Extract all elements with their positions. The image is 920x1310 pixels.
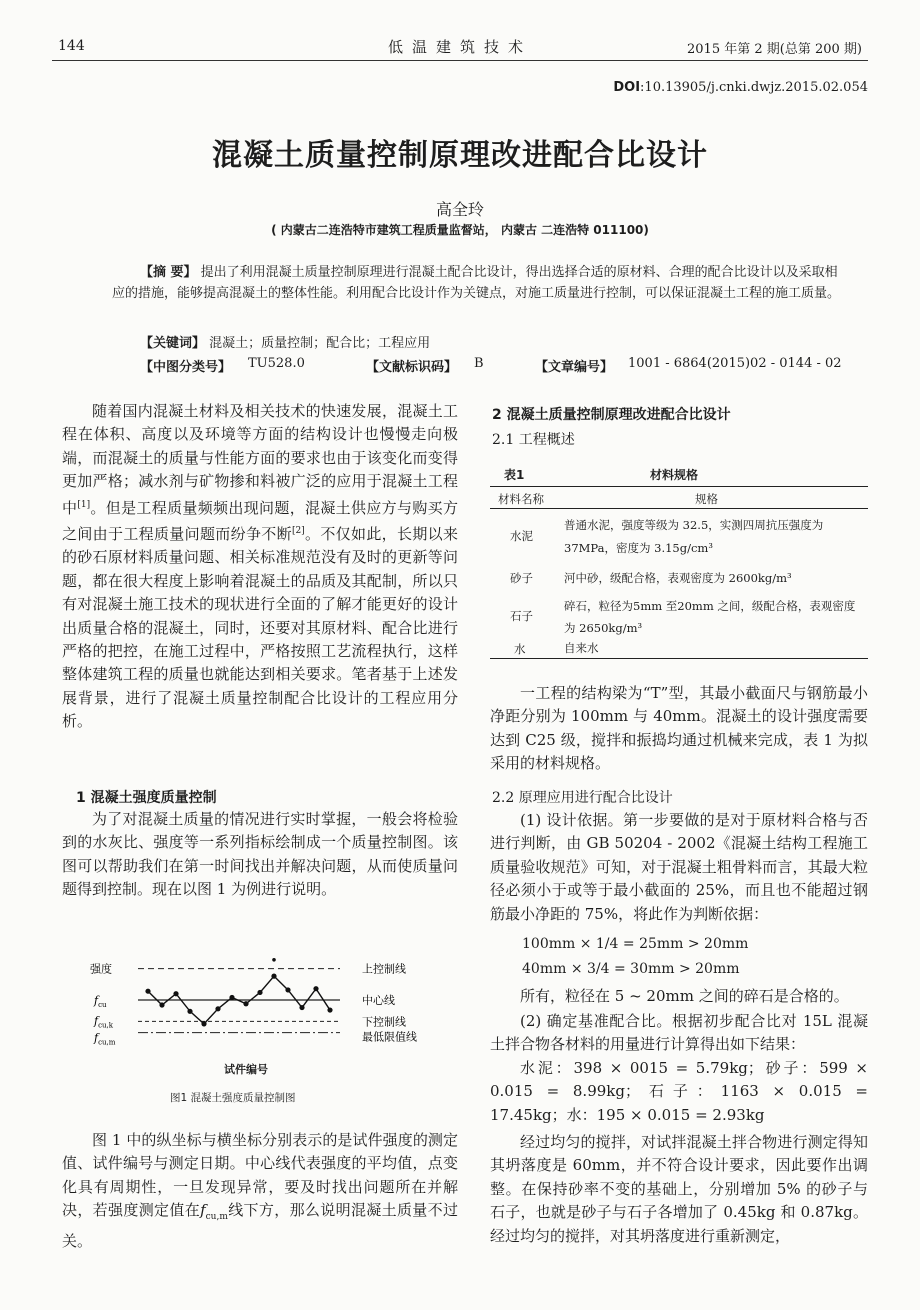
- quality-control-chart: [90, 950, 450, 1050]
- data-point: [201, 1021, 206, 1026]
- slump-paragraph: 经过均匀的搅拌，对试拌混凝土拌合物进行测定得知其坍落度是 60mm，并不符合设计要求，因此要作出调整。在保持砂率不变的基础上，分别增加 5% 的砂子与石子，也就是砂子与石子各增加了 0.45kg 和 0.87kg。经过均匀的搅拌，对其坍落度进行重新测定，: [490, 1133, 868, 1245]
- material-quantities: 水泥：398 × 0015 = 5.79kg；砂子：599 × 0.015 = 8.99kg；石子：1163 × 0.015 = 17.45kg；水：195 × 0.015 = 2.93kg: [490, 1059, 868, 1124]
- data-point: [299, 1005, 304, 1010]
- affiliation: ( 内蒙古二连浩特市建筑工程质量监督站， 内蒙古 二连浩特 011100): [271, 223, 649, 237]
- abstract: [112, 262, 842, 304]
- data-point: [271, 974, 276, 979]
- control-line-label: 上控制线: [362, 962, 406, 976]
- doi: DOI:10.13905/j.cnki.dwjz.2015.02.054: [613, 80, 868, 95]
- figure-explanation-paragraph: 图 1 中的纵坐标与横坐标分别表示的是试件强度的测定值、试件编号与测定日期。中心线代表强度的平均值，点变化具有周期性，一旦发现异常，要及时找出问题所在并解决，若强度测定值在$f_{cu,m}$线下方，那么说明混凝土质量不过关。: [62, 1131, 458, 1250]
- aggregate-conclusion: 所有，粒径在 5 ~ 20mm 之间的碎石是合格的。: [520, 987, 849, 1005]
- subsection-2-2: 2.2 原理应用进行配合比设计: [492, 790, 673, 806]
- abstract-text: 提出了利用混凝土质量控制原理进行混凝土配合比设计，得出选择合适的原材料、合理的配合比设计以及采取相应的措施，能够提高混凝土的整体性能。利用配合比设计作为关键点，对施工质量进行控制，可以保证混凝土工程的施工质量。: [112, 265, 841, 301]
- data-point: [187, 1009, 192, 1014]
- data-point: [257, 990, 262, 995]
- outlier-point: [272, 958, 276, 962]
- chart-xlabel: 试件编号: [224, 1063, 268, 1076]
- y-label-fcu: $f_{cu}$: [94, 994, 107, 1009]
- citation-1: [1]: [77, 499, 91, 510]
- section-1-heading: 1 混凝土强度质量控制: [76, 790, 217, 806]
- citation-2: [2]: [291, 526, 305, 537]
- issue-info: 2015 年第 2 期(总第 200 期): [687, 42, 862, 57]
- intro-paragraph: 随着国内混凝土材料及相关技术的快速发展，混凝土工程在体积、高度以及环境等方面的结构设计也慢慢走向极端，而混凝土的质量与性能方面的要求也由于该变化而变得更加严格；减水剂与矿物掺和料被广泛的应用于混凝土工程中[1]。但是工程质量频频出现问题，混凝土供应方与购买方之间由于工程质量问题而纷争不断[2]。不仅如此，长期以来的砂石原材料质量问题、相关标准规范没有及时的更新等问题，都在很大程度上影响着混凝土的品质及其配制，所以只有对混凝土施工技术的现状进行全面的了解才能更好的设计出质量合格的混凝土，同时，还要对其原材料、配合比进行严格的把控，在施工过程中，严格按照工艺流程执行，这样整体建筑工程的质量也就能达到相关要求。笔者基于上述发展背景，进行了混凝土质量控制配合比设计的工程应用分析。: [62, 402, 458, 731]
- calc-line-1: 100mm × 1/4 = 25mm > 20mm: [522, 936, 749, 952]
- table-title: 材料规格: [650, 468, 699, 482]
- design-basis-paragraph: (1) 设计依据。第一步要做的是对于原材料合格与否进行判断，由 GB 50204 - 2002《混凝土结构工程施工质量验收规范》可知，对于混凝土粗骨料而言，其最大粒径必须小于或等于最小截面的 25%，而且也不能超过钢筋最小净距的 75%，将此作为判断依据：: [490, 811, 868, 923]
- abstract-label: 【摘 要】: [140, 265, 197, 280]
- data-point: [159, 1002, 164, 1007]
- calc-line-2: 40mm × 3/4 = 30mm > 20mm: [522, 961, 740, 977]
- data-point: [215, 1006, 220, 1011]
- data-point: [327, 1007, 332, 1012]
- author: 高全玲: [435, 200, 484, 219]
- table-header-spec: 规格: [695, 492, 718, 506]
- data-point: [145, 989, 150, 994]
- control-line-label: 最低限值线: [362, 1030, 417, 1044]
- data-point: [243, 1001, 248, 1006]
- mix-ratio-paragraph: (2) 确定基准配合比。根据初步配合比对 15L 混凝土拌合物各材料的用量进行计算得出如下结果：: [490, 1012, 868, 1054]
- table-header-name: 材料名称: [498, 492, 544, 506]
- page-number: 144: [58, 38, 85, 54]
- data-point: [285, 987, 290, 992]
- project-paragraph: 一工程的结构梁为“T”型，其最小截面尺与钢筋最小净距分别为 100mm 与 40mm。混凝土的设计强度需要达到 C25 级，搅拌和振捣均通过机械来完成，表 1 为拟采用的材料规格。: [490, 684, 868, 773]
- running-header: [52, 34, 868, 61]
- section-1-paragraph: 为了对混凝土质量的情况进行实时掌握，一般会将检验到的水灰比、强度等一系列指标绘制成一个质量控制图。该图可以帮助我们在第一时间找出并解决问题，从而使质量问题得到控制。现在以图 1 为例进行说明。: [62, 810, 458, 899]
- control-line-label: 中心线: [362, 994, 395, 1007]
- data-point: [229, 995, 234, 1000]
- section-2-heading: 2 混凝土质量控制原理改进配合比设计: [492, 407, 731, 423]
- paper-title: 混凝土质量控制原理改进配合比设计: [212, 138, 708, 173]
- control-line-label: 下控制线: [362, 1015, 406, 1029]
- keywords: 【关键词】 混凝土；质量控制；配合比；工程应用: [140, 336, 431, 351]
- y-label-fcum: $f_{cu,m}$: [94, 1031, 116, 1047]
- figure-caption: 图1 混凝土强度质量控制图: [170, 1092, 296, 1104]
- subsection-2-1: 2.1 工程概述: [492, 432, 575, 448]
- journal-name: 低温建筑技术: [387, 38, 532, 56]
- table-label: 表1: [504, 468, 525, 482]
- data-point: [313, 986, 318, 991]
- y-axis-label: 强度: [90, 962, 112, 976]
- data-point: [173, 991, 178, 996]
- y-label-fcuk: $f_{cu,k}$: [94, 1014, 113, 1030]
